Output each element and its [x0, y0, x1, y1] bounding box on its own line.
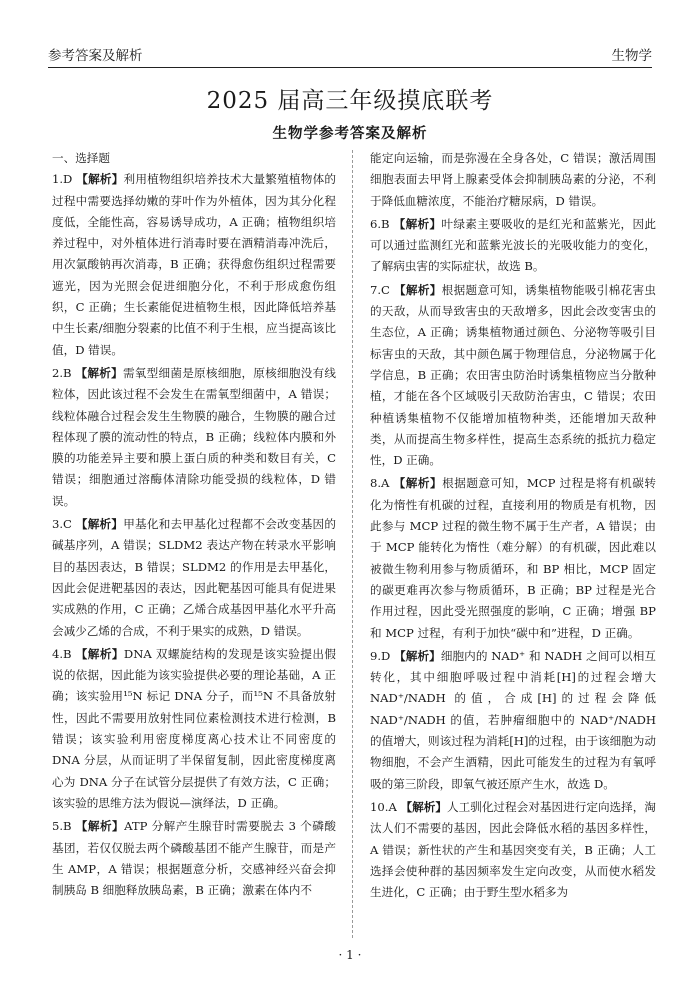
answer-number: 9.D	[370, 648, 391, 663]
document-title: 2025 届高三年级摸底联考	[206, 88, 494, 114]
answer-number: 6.B	[370, 216, 390, 231]
analysis-tag: 【解析】	[393, 476, 443, 491]
answer-item	[52, 169, 336, 361]
answer-text: 根据题意可知，MCP 过程是将有机碳转化为惰性有机碳的过程，直接利用的物质是有机物，因此参与 MCP 过程的微生物不属于生产者，A 错误；由于 MCP 能转化为惰性（难分解）的有机碳，因此难以被微生物利用参与物质循环，和 BP 相比，MCP 固定的碳更难再次参与物质循环，B 正确；BP 过程是光合作用过程，因此受光照强度的影响，C 正确；增强 BP 和 MCP 过程，有利于加快“碳中和”进程，D 正确。	[370, 476, 656, 640]
analysis-tag: 【解析】	[393, 216, 442, 231]
answer-item	[370, 280, 656, 472]
header-left-label: 参考答案及解析	[48, 48, 143, 64]
answer-number: 5.B	[52, 819, 72, 834]
right-column	[370, 148, 656, 905]
answer-text: 根据题意可知，诱集植物能吸引棉花害虫的天敌，从而导致害虫的天敌增多，因此会改变害虫的生态位，A 正确；诱集植物通过颜色、分泌物等吸引目标害虫的天敌，其中颜色属于物理信息，分泌物属于化学信息，B 正确；农田害虫防治时诱集植物应当分散种植，才能在各个区域吸引天敌防治害虫，C 错误；农田种植诱集植物不仅能增加植物种类，还能增加天敌种类，从而提高生物多样性，提高生态系统的抵抗力稳定性，D 正确。	[370, 282, 656, 468]
analysis-tag: 【解析】	[400, 799, 447, 814]
analysis-tag: 【解析】	[393, 282, 442, 297]
analysis-tag: 【解析】	[75, 819, 125, 834]
answer-number: 10.A	[370, 799, 397, 814]
analysis-tag: 【解析】	[75, 365, 123, 380]
analysis-tag: 【解析】	[75, 646, 124, 661]
answer-text: 利用植物组织培养技术大量繁殖植物体的过程中需要选择幼嫩的芽叶作为外植体，因为其分化程度低，全能性高，容易诱导成功，A 正确；植物组织培养过程中，对外植体进行消毒时要在酒精消毒冲洗后，用次氯酸钠再次消毒，B 正确；获得愈伤组织过程需要遮光，因为光照会促进细胞分化，不利于形成愈伤组织，C 正确；生长素能促进植物生根，因此降低培养基中生长素/细胞分裂素的比值不利于生根，应当提高该比值，D 错误。	[52, 172, 336, 357]
header-subject-label: 生物学	[611, 48, 652, 64]
answer-item	[52, 514, 336, 642]
answer-number: 7.C	[370, 282, 390, 297]
answer-number: 8.A	[370, 476, 390, 491]
left-column	[52, 148, 336, 903]
answer-number: 1.D	[52, 172, 73, 187]
answer-text: 需氧型细菌是原核细胞，原核细胞没有线粒体，因此该过程不会发生在需氧型细菌中，A 错误；线粒体融合过程会发生生物膜的融合，生物膜的融合过程体现了膜的流动性的特点，B 正确；线粒体内膜和外膜的功能差异主要和膜上蛋白质的种类和数目有关，C 错误；细胞通过溶酶体清除功能受损的线粒体，D 错误。	[52, 365, 336, 508]
answer-number: 2.B	[52, 365, 72, 380]
answer-item	[52, 816, 336, 901]
answer-text: 细胞内的 NAD⁺ 和 NADH 之间可以相互转化，其中细胞呼吸过程中消耗[H]的过程会增大 NAD⁺/NADH 的值，合成[H]的过程会降低 NAD⁺/NADH 的值，若肿瘤细胞中的 NAD⁺/NADH的值增大，则该过程为消耗[H]的过程，由于该细胞为动物细胞，不会产生酒精，因此可能发生的过程为有氧呼吸的第三阶段，即氧气被还原产生水，故选 D。	[370, 648, 656, 791]
answer-number: 3.C	[52, 517, 72, 532]
answer-item	[52, 644, 336, 814]
analysis-tag: 【解析】	[75, 517, 124, 532]
analysis-tag: 【解析】	[394, 648, 441, 663]
answer-item	[370, 646, 656, 795]
section-heading: 一、选择题	[52, 151, 110, 165]
answer-item	[370, 797, 656, 903]
answer-text: 叶绿素主要吸收的是红光和蓝紫光，因此可以通过监测红光和蓝紫光波长的光吸收能力的变化，了解病虫害的实际症状，故选 B。	[370, 216, 656, 274]
document-subtitle: 生物学参考答案及解析	[272, 126, 428, 142]
answer-number: 4.B	[52, 646, 72, 661]
answer-text: 人工驯化过程会对基因进行定向选择，淘汰人们不需要的基因，因此会降低水稻的基因多样性，A 错误；新性状的产生和基因突变有关，B 正确；人工选择会使种群的基因频率发生定向改变，从而使水稻发生进化，C 正确；由于野生型水稻多为	[370, 799, 656, 900]
answer-text: DNA 双螺旋结构的发现是该实验提出假说的依据，因此能为该实验提供必要的理论基础，A 正确；该实验用¹⁵N 标记 DNA 分子，而¹⁵N 不具备放射性，因此不需要用放射性同位素检测技术进行检测，B 错误；该实验利用密度梯度离心技术让不同密度的 DNA 分层，从而证明了半保留复制，因此密度梯度离心为 DNA 分子在试管分层提供了有效方法，C 正确；该实验的思维方法为假说—演绎法，D 正确。	[52, 646, 337, 810]
analysis-tag: 【解析】	[76, 172, 124, 187]
page-number: · 1 ·	[338, 948, 362, 962]
answer-text: 甲基化和去甲基化过程都不会改变基因的碱基序列，A 错误；SLDM2 表达产物在转录水平影响目的基因表达，B 错误；SLDM2 的作用是去甲基化，因此会促进靶基因的表达，因此靶基因可能具有促进果实成熟的作用，C 正确；乙烯合成基因甲基化水平升高会减少乙烯的合成，不利于果实的成熟，D 错误。	[52, 517, 336, 638]
continued-text: 能定向运输，而是弥漫在全身各处，C 错误；激活周围细胞表面去甲肾上腺素受体会抑制胰岛素的分泌，不利于降低血糖浓度，不能治疗糖尿病，D 错误。	[370, 151, 656, 208]
answer-item	[370, 473, 656, 643]
answer-item	[52, 363, 336, 512]
answer-item	[370, 214, 656, 278]
answer-text: ATP 分解产生腺苷时需要脱去 3 个磷酸基团，若仅仅脱去两个磷酸基团不能产生腺苷，而是产生 AMP，A 错误；根据题意分析，交感神经兴奋会抑制胰岛 B 细胞释放胰岛素，B 正确；激素在体内不	[52, 819, 336, 898]
page-header	[48, 38, 652, 68]
column-divider	[352, 150, 353, 938]
